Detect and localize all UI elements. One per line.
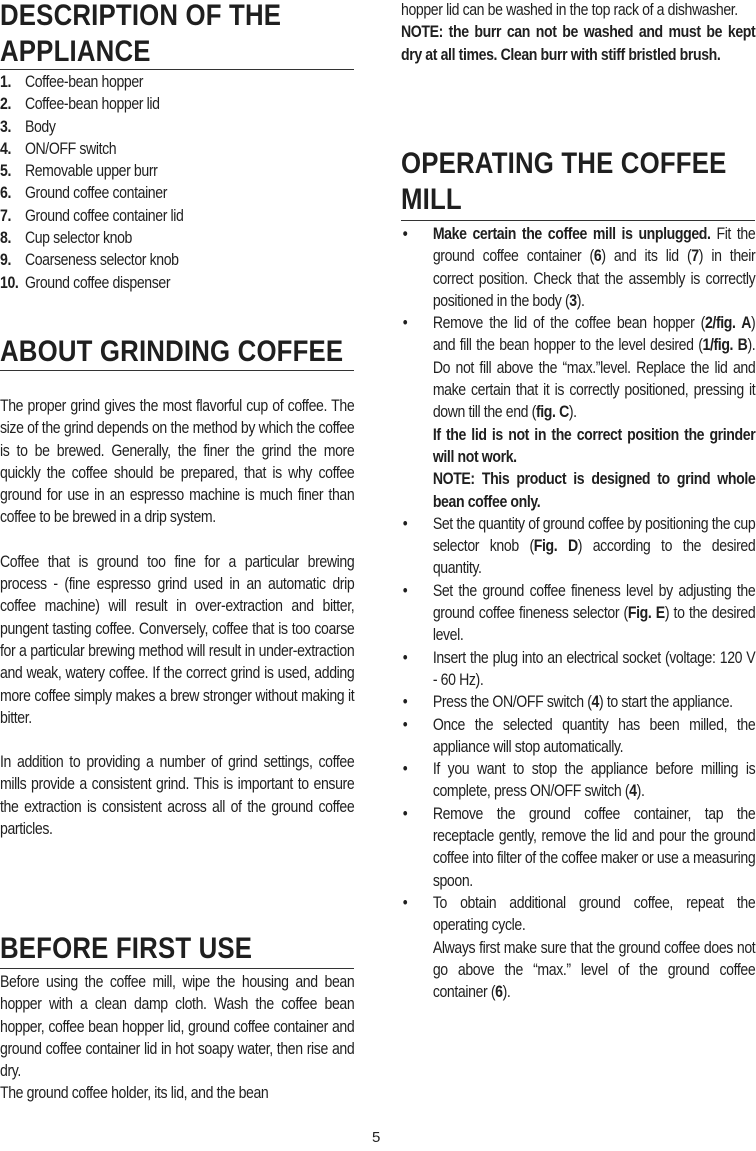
bullet: •: [402, 648, 408, 667]
description-section: [0, 0, 412, 70]
list-item: • Set the ground coffee fineness level by adjusting the ground coffee fineness selector (Fig. E) to the desired level.: [401, 580, 755, 647]
paragraph: The ground coffee holder, its lid, and the bean: [0, 1084, 269, 1103]
parts-list-item: 3. Body: [0, 117, 56, 136]
parts-list-item: 10. Ground coffee dispenser: [0, 273, 171, 292]
parts-list-block: [0, 71, 354, 294]
bullet: •: [402, 225, 408, 243]
parts-list-item: 5. Removable upper burr: [0, 162, 158, 181]
warning-text: If the lid is not in the correct position the grinder will not work.: [432, 425, 756, 466]
bullet: •: [402, 804, 408, 823]
page-number: 5: [372, 1129, 381, 1146]
list-item: • Make certain the coffee mill is unplugged. Fit the ground coffee container (6) and its lid (7) in their correct position. Check that the assembly is correctly positioned in the body (3).: [401, 223, 755, 312]
section-title-first-use: BEFORE FIRST USE: [0, 932, 253, 965]
parts-list: [0, 71, 354, 294]
paragraph: In addition to providing a number of grind settings, coffee mills provide a consistent grind. This is important to ensure the extraction is consistent across all of the ground coffee particles.: [0, 753, 355, 839]
note-text: NOTE: This product is designed to grind whole bean coffee only.: [432, 470, 756, 511]
continued-text: [401, 0, 755, 66]
bullet: •: [402, 581, 408, 600]
bullet: •: [402, 715, 408, 734]
list-item: • To obtain additional ground coffee, repeat the operating cycle. Always first make sure that the ground coffee does not go above the “max.” level of the ground coffee container (6).: [401, 892, 755, 1003]
title-rule: [0, 69, 354, 70]
section-title-description: DESCRIPTION OF THE APPLIANCE: [0, 0, 282, 68]
first-use-text: [0, 971, 354, 1105]
list-item: • Set the quantity of ground coffee by positioning the cup selector knob (Fig. D) according to the desired quantity.: [401, 513, 755, 580]
list-item: • Once the selected quantity has been milled, the appliance will stop automatically.: [401, 714, 755, 759]
bullet: •: [402, 514, 408, 533]
operating-steps: [401, 223, 755, 1003]
list-item: • If you want to stop the appliance before milling is complete, press ON/OFF switch (4).: [401, 758, 755, 803]
section-title-about: ABOUT GRINDING COFFEE: [0, 335, 344, 368]
paragraph: The proper grind gives the most flavorful cup of coffee. The size of the grind depends on the method by which the coffee is to be brewed. Generally, the finer the grind the more quickly the coffee should be prepared, that is why coffee ground for use in an espresso machine is much finer than coffee to be brewed in a drip system.: [0, 397, 355, 527]
parts-list-item: 7. Ground coffee container lid: [0, 206, 184, 225]
parts-list-item: 2. Coffee-bean hopper lid: [0, 95, 160, 114]
additional-note: Always first make sure that the ground coffee does not go above the “max.” level of the ground coffee container (6).: [432, 938, 756, 1002]
list-item: • Remove the ground coffee container, tap the receptacle gently, remove the lid and pour the ground coffee into filter of the coffee maker or use a measuring spoon.: [401, 803, 755, 892]
bullet-list: [401, 223, 755, 1003]
parts-list-item: 1. Coffee-bean hopper: [0, 73, 144, 91]
paragraph: hopper lid can be washed in the top rack of a dishwasher.: [401, 1, 738, 19]
paragraph: Coffee that is ground too fine for a particular brewing process - (fine espresso grind used in an automatic drip coffee machine) will result in over-extraction and bitter, pungent tasting coffee. Conversely, coffee that is too coarse for a particular brewing method will result in under-extraction and weak, watery coffee. If the correct grind is used, adding more coffee simply makes a brew stronger without making it bitter.: [0, 552, 355, 727]
list-item: • Insert the plug into an electrical socket (voltage: 120 V - 60 Hz).: [401, 647, 755, 692]
section-title-operating: OPERATING THE COFFEE MILL: [401, 147, 727, 216]
title-rule: [0, 370, 354, 371]
title-rule: [401, 220, 755, 221]
list-item: • Press the ON/OFF switch (4) to start the appliance.: [401, 691, 755, 713]
about-text: [0, 395, 354, 840]
list-item: • Remove the lid of the coffee bean hopper (2/fig. A) and fill the bean hopper to the level desired (1/fig. B). Do not fill above the “max.”level. Replace the lid and make certain that it is correctly positioned, pressing it down till the end (fig. C). If the lid is not in the correct position the grinder will not work. NOTE: This product is designed to grind whole bean coffee only.: [401, 312, 755, 513]
bullet: •: [402, 693, 408, 712]
bullet: •: [402, 893, 408, 912]
bullet: •: [402, 760, 408, 779]
title-rule: [0, 968, 354, 969]
paragraph: Before using the coffee mill, wipe the housing and bean hopper with a clean damp cloth. Wash the coffee bean hopper, coffee bean hopper lid, ground coffee container and ground coffee container lid in hot soapy water, then rise and dry.: [0, 973, 355, 1081]
parts-list-item: 9. Coarseness selector knob: [0, 251, 179, 270]
parts-list-item: 6. Ground coffee container: [0, 184, 168, 203]
parts-list-item: 4. ON/OFF switch: [0, 139, 117, 158]
parts-list-item: 8. Cup selector knob: [0, 229, 132, 248]
bullet: •: [402, 314, 408, 333]
note-paragraph: NOTE: the burr can not be washed and must be kept dry at all times. Clean burr with stiff bristled brush.: [401, 23, 756, 64]
